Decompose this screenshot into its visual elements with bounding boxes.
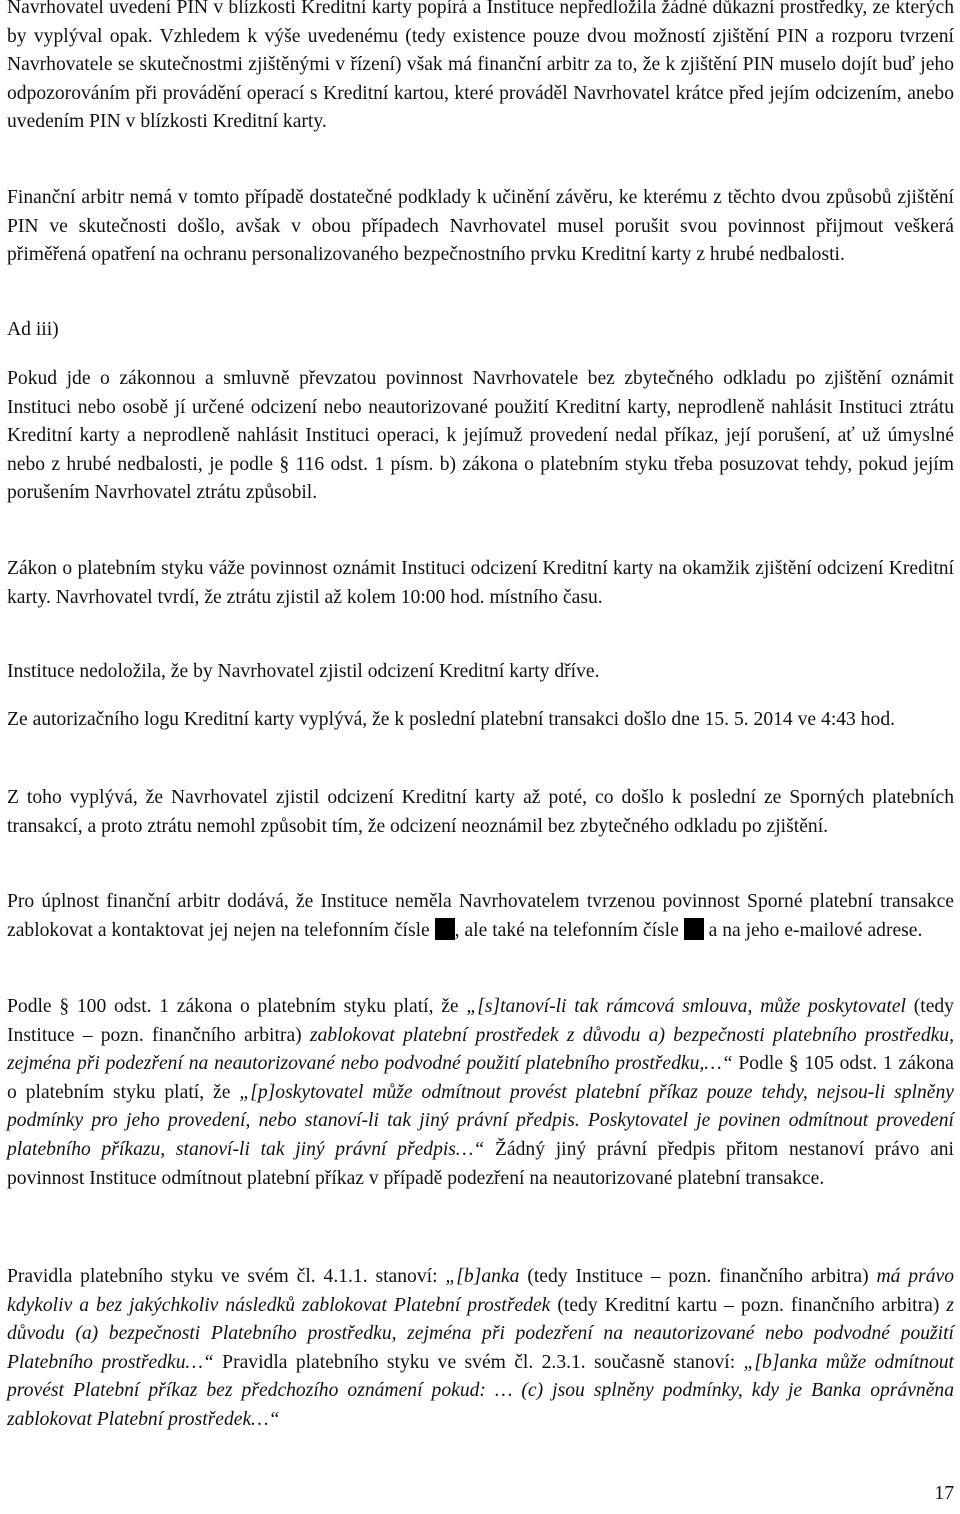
paragraph-legal-provisions <box>7 993 954 1193</box>
text-segment: , ale také na telefonním čísle <box>454 919 684 941</box>
page-number: 17 <box>934 1483 954 1504</box>
paragraph-authorization-log: Ze autorizačního logu Kreditní karty vyplývá, že k poslední platební transakci došlo dne 15. 5. 2014 ve 4:43 hod. <box>7 709 896 730</box>
quote-segment: „[p]oskytovatel může odmítnout provést platební příkaz pouze tehdy, nejsou-li splněny podmínky pro jeho provedení, nebo stanoví-li tak jiný právní předpis. Poskytovatel je povinen odmítnout provedení platebního příkazu, stanoví-li tak jiný právní předpis…“ <box>7 1081 954 1160</box>
text-segment: Pravidla platebního styku ve svém čl. 4.1.1. stanoví: <box>7 1266 446 1287</box>
quote-segment: zablokovat platební prostředek z důvodu a) bezpečnosti platebního prostředku, zejména při podezření na neautorizované nebo podvodné použití platebního prostředku,…“ <box>7 1024 955 1075</box>
paragraph-institution-not-proven: Instituce nedoložila, že by Navrhovatel zjistil odcizení Kreditní karty dříve. <box>7 661 600 682</box>
quote-segment: má právo kdykoliv a bez jakýchkoliv následků zablokovat Platební prostředek <box>7 1266 954 1316</box>
text-segment: Pravidla platebního styku ve svém čl. 2.3.1. současně stanoví: <box>213 1351 744 1373</box>
paragraph-conclusion: Z toho vyplývá, že Navrhovatel zjistil odcizení Kreditní karty až poté, co došlo k poslední ze Sporných platebních transakcí, a proto ztrátu nemohl způsobit tím, že odcizení neoznámil bez zbytečného odkladu po zjištění. <box>7 787 954 837</box>
quote-segment: z důvodu (a) bezpečnosti Platebního prostředku, zejména při podezření na neautorizované nebo podvodné použití Platebního prostředku…“ <box>7 1294 954 1373</box>
text-segment: (tedy Instituce – pozn. finančního arbitra) <box>519 1266 877 1287</box>
quote-segment: „[s]tanoví-li tak rámcová smlouva, může poskytovatel <box>466 996 906 1017</box>
text-segment: Pro úplnost finanční arbitr dodává, že Instituce neměla Navrhovatelem tvrzenou povinnost Sporné platební transakce zablokovat a kontaktovat jej nejen na telefonním čísle <box>7 891 954 941</box>
paragraph-payment-rules <box>7 1263 954 1435</box>
text-segment: Žádný jiný právní předpis přitom nestanoví právo ani povinnost Instituce odmítnout platební příkaz v případě podezření na neautorizované platební transakce. <box>7 1138 955 1189</box>
paragraph-gross-negligence: Finanční arbitr nemá v tomto případě dostatečné podklady k učinění závěru, ke kterému z těchto dvou způsobů zjištění PIN ve skutečnosti došlo, avšak v obou případech Navrhovatel musel porušit svou povinnost přijmout veškerá přiměřená opatření na ochranu personalizovaného bezpečnostního prvku Kreditní karty z hrubé nedbalosti. <box>7 187 954 266</box>
quote-segment: „[b]anka může odmítnout provést Platební příkaz bez předchozího oznámení pokud: … (c) jsou splněny podmínky, kdy je Banka oprávněna zablokovat Platební prostředek…“ <box>7 1351 954 1430</box>
text-segment: a na jeho e-mailové adrese. <box>703 919 923 941</box>
paragraph-payment-act: Zákon o platebním styku váže povinnost oznámit Instituci odcizení Kreditní karty na okamžik zjištění odcizení Kreditní karty. Navrhovatel tvrdí, že ztrátu zjistil až kolem 10:00 hod. místního času. <box>7 558 954 608</box>
text-segment: (tedy Kreditní kartu – pozn. finančního arbitra) <box>550 1294 947 1316</box>
section-heading-ad-iii: Ad iii) <box>7 319 59 340</box>
paragraph-notification-duty: Pokud jde o zákonnou a smluvně převzatou povinnost Navrhovatele bez zbytečného odkladu po zjištění oznámit Instituci nebo osobě jí určené odcizení nebo neautorizované použití Kreditní karty, neprodleně nahlásit Instituci ztrátu Kreditní karty a neprodleně nahlásit Instituci operaci, k jejímuž provedení nedal příkaz, její porušení, ať už úmyslné nebo z hrubé nedbalosti, je podle § 116 odst. 1 písm. b) zákona o platebním styku třeba posuzovat tehdy, pokud jejím porušením Navrhovatel ztrátu způsobil. <box>7 368 954 504</box>
paragraph-blocking-duty <box>7 888 954 945</box>
paragraph-pin-disclosure: Navrhovatel uvedení PIN v blízkosti Kreditní karty popírá a Instituce nepředložila žádné důkazní prostředky, ze kterých by vyplýval opak. Vzhledem k výše uvedenému (tedy existence pouze dvou možností zjištění PIN a rozporu tvrzení Navrhovatele se skutečnostmi zjištěnými v řízení) však má finanční arbitr za to, že k zjištění PIN muselo dojít buď jeho odpozorováním při provádění operací s Kreditní kartou, které prováděl Navrhovatel krátce před jejím odcizením, anebo uvedením PIN v blízkosti Kreditní karty. <box>7 0 954 133</box>
redacted-phone-number <box>435 918 455 940</box>
quote-segment: „[b]anka <box>445 1266 520 1287</box>
redacted-phone-number <box>684 918 704 940</box>
text-segment: Podle § 100 odst. 1 zákona o platebním styku platí, že <box>7 996 467 1017</box>
text-segment: (tedy Instituce – pozn. finančního arbitra) <box>7 996 954 1046</box>
text-segment: Podle § 105 odst. 1 zákona o platebním styku platí, že <box>7 1053 954 1103</box>
